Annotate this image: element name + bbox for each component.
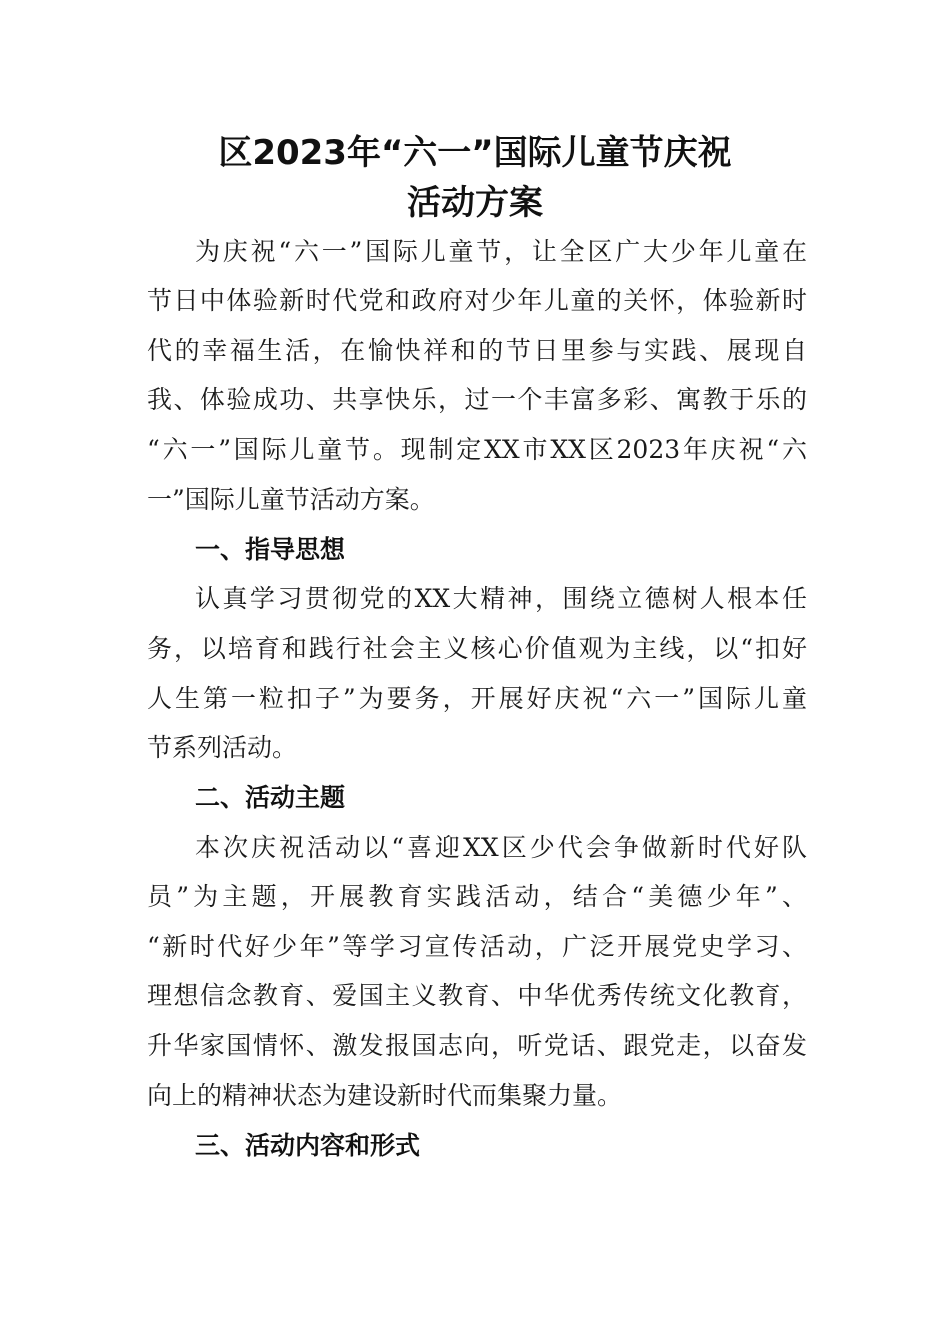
section1-paragraph-line: 人生第一粒扣子”为要务，开展好庆祝“六一”国际儿童 bbox=[147, 684, 807, 713]
intro-paragraph-line: 为庆祝“六一”国际儿童节，让全区广大少年儿童在 bbox=[195, 237, 807, 266]
section-heading-guiding-ideology: 一、指导思想 bbox=[195, 535, 346, 564]
document-title-line-1: 区2023年“六一”国际儿童节庆祝 bbox=[218, 133, 732, 173]
section1-paragraph-line: 认真学习贯彻党的XX大精神，围绕立德树人根本任 bbox=[195, 584, 807, 613]
section2-paragraph-line: 向上的精神状态为建设新时代而集聚力量。 bbox=[147, 1081, 623, 1110]
section-heading-activity-theme: 二、活动主题 bbox=[195, 783, 346, 812]
section2-paragraph-line: 理想信念教育、爱国主义教育、中华优秀传统文化教育， bbox=[147, 981, 807, 1010]
document-title-line-2: 活动方案 bbox=[407, 183, 543, 223]
intro-paragraph-line: 一”国际儿童节活动方案。 bbox=[147, 485, 435, 514]
intro-paragraph-line: 我、体验成功、共享快乐，过一个丰富多彩、寓教于乐的 bbox=[147, 385, 807, 414]
section2-paragraph-line: 本次庆祝活动以“喜迎XX区少代会争做新时代好队 bbox=[195, 833, 807, 862]
section1-paragraph-line: 务，以培育和践行社会主义核心价值观为主线，以“扣好 bbox=[147, 634, 807, 663]
section2-paragraph-line: 员”为主题，开展教育实践活动，结合“美德少年”、 bbox=[147, 882, 807, 911]
section2-paragraph-line: 升华家国情怀、激发报国志向，听党话、跟党走，以奋发 bbox=[147, 1031, 807, 1060]
section1-paragraph-line: 节系列活动。 bbox=[147, 733, 298, 762]
intro-paragraph-line: “六一”国际儿童节。现制定XX市XX区2023年庆祝“六 bbox=[147, 435, 807, 464]
section2-paragraph-line: “新时代好少年”等学习宣传活动，广泛开展党史学习、 bbox=[147, 932, 807, 961]
intro-paragraph-line: 代的幸福生活，在愉快祥和的节日里参与实践、展现自 bbox=[147, 336, 807, 365]
intro-paragraph-line: 节日中体验新时代党和政府对少年儿童的关怀，体验新时 bbox=[147, 286, 807, 315]
section-heading-activity-content: 三、活动内容和形式 bbox=[195, 1131, 421, 1160]
